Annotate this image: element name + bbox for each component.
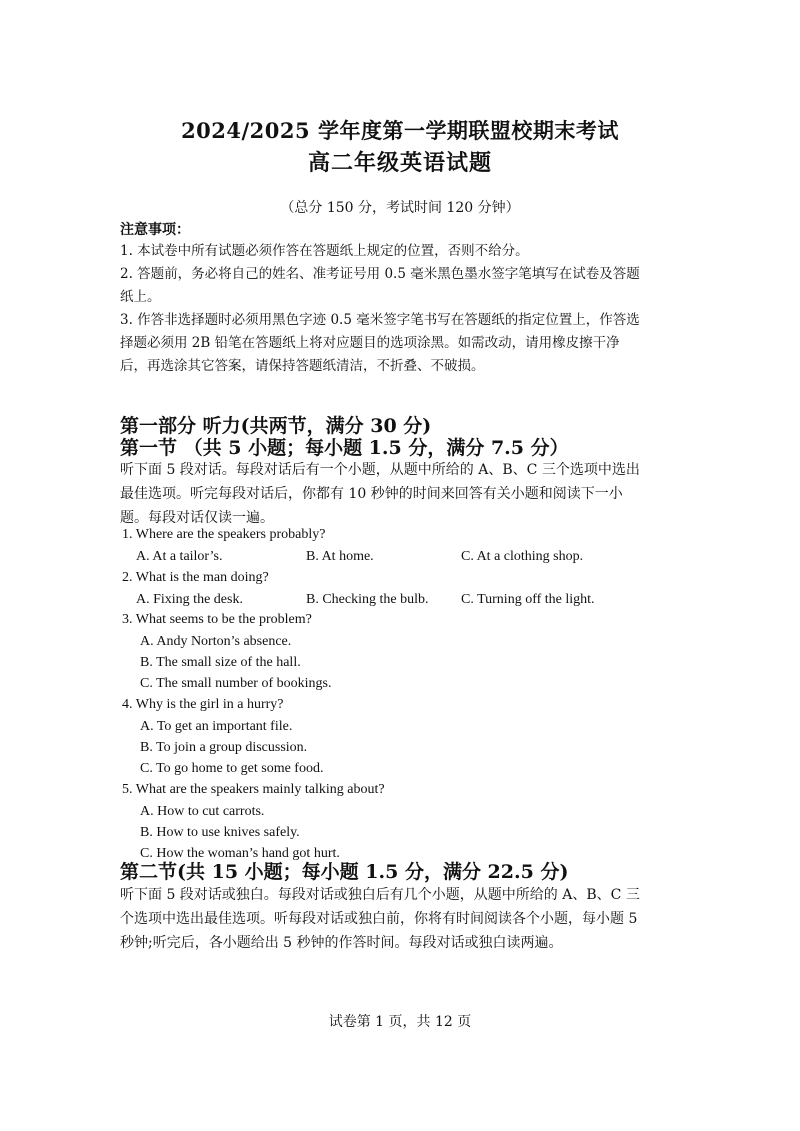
- note-3: 3. 作答非选择题时必须用黑色字迹 0.5 毫米签字笔书写在答题纸的指定位置上，作答选择题必须用 2B 铅笔在答题纸上将对应题目的选项涂黑。如需改动，请用橡皮擦干净后，再选涂其它答案，请保持答题纸清洁，不折叠、不破损。: [120, 312, 640, 374]
- section1-heading: 第一节 （共 5 小题；每小题 1.5 分，满分 7.5 分）: [120, 437, 569, 459]
- question-2-option-b: B. Checking the bulb.: [306, 592, 429, 607]
- question-2-option-c: C. Turning off the light.: [461, 592, 595, 607]
- section1-instructions: 听下面 5 段对话。每段对话后有一个小题，从题中所给的 A、B、C 三个选项中选出最佳选项。听完每段对话后，你都有 10 秒钟的时间来回答有关小题和阅读下一小题。每段对话仅读一遍。: [120, 462, 640, 526]
- part1-heading: 第一部分 听力(共两节，满分 30 分): [120, 415, 432, 437]
- question-3-stem: 3. What seems to be the problem?: [122, 612, 312, 627]
- question-4-option-a: A. To get an important file.: [140, 719, 293, 734]
- note-2: 2. 答题前，务必将自己的姓名、准考证号用 0.5 毫米黑色墨水签字笔填写在试卷及答题纸上。: [120, 266, 640, 305]
- section2-instructions: 听下面 5 段对话或独白。每段对话或独白后有几个小题，从题中所给的 A、B、C 三个选项中选出最佳选项。听每段对话或独白前，你将有时间阅读各个小题，每小题 5 秒钟;听完后，各小题给出 5 秒钟的作答时间。每段对话或独白读两遍。: [120, 887, 640, 951]
- question-4-option-b: B. To join a group discussion.: [140, 740, 308, 755]
- question-1-option-a: A. At a tailor’s.: [136, 549, 223, 564]
- question-4-option-c: C. To go home to get some food.: [140, 761, 324, 776]
- question-3-option-a: A. Andy Norton’s absence.: [140, 634, 292, 649]
- question-4-stem: 4. Why is the girl in a hurry?: [122, 697, 284, 712]
- exam-title: 2024/2025 学年度第一学期联盟校期末考试: [181, 118, 619, 143]
- question-5-option-a: A. How to cut carrots.: [140, 804, 265, 819]
- question-1-option-b: B. At home.: [306, 549, 374, 564]
- exam-meta: （总分 150 分，考试时间 120 分钟）: [280, 200, 520, 216]
- question-3-option-b: B. The small size of the hall.: [140, 655, 301, 670]
- notes-heading: 注意事项：: [120, 222, 190, 238]
- question-5-option-b: B. How to use knives safely.: [140, 825, 300, 840]
- question-1-option-c: C. At a clothing shop.: [461, 549, 584, 564]
- note-1: 1. 本试卷中所有试题必须作答在答题纸上规定的位置，否则不给分。: [120, 243, 529, 259]
- question-5-option-c: C. How the woman’s hand got hurt.: [140, 846, 340, 861]
- question-2-option-a: A. Fixing the desk.: [136, 592, 243, 607]
- exam-subtitle: 高二年级英语试题: [307, 150, 492, 176]
- question-5-stem: 5. What are the speakers mainly talking about?: [122, 782, 385, 797]
- page-footer: 试卷第 1 页，共 12 页: [328, 1014, 472, 1030]
- section2-heading: 第二节(共 15 小题；每小题 1.5 分，满分 22.5 分): [120, 861, 569, 883]
- question-2-stem: 2. What is the man doing?: [122, 570, 269, 585]
- question-1-stem: 1. Where are the speakers probably?: [122, 527, 326, 542]
- question-3-option-c: C. The small number of bookings.: [140, 676, 332, 691]
